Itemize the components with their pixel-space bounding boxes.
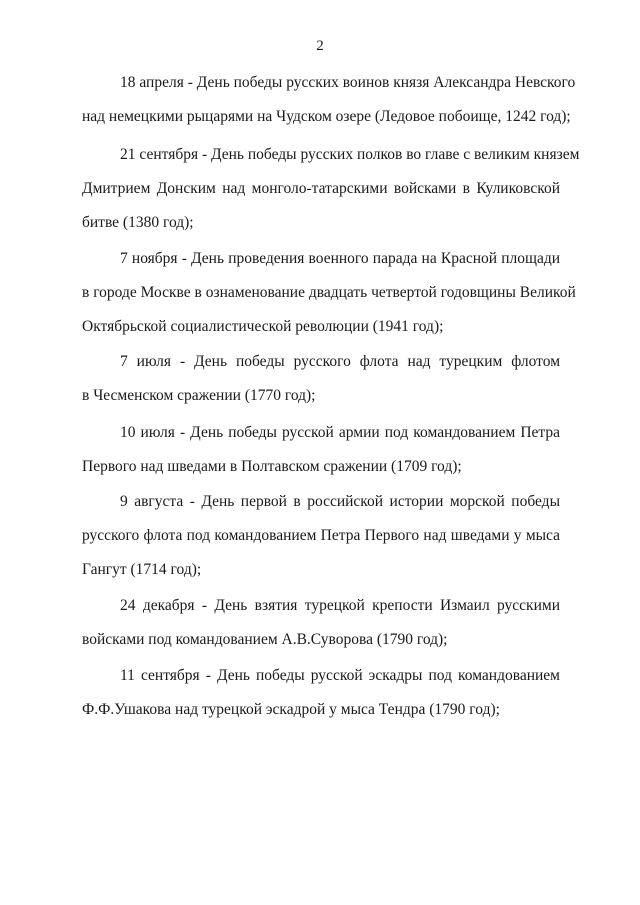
- paragraph-line: над немецкими рыцарями на Чудском озере (Ледовое побоище, 1242 год);: [82, 108, 571, 125]
- paragraph-line: 11 сентября - День победы русской эскадры под командованием: [120, 667, 560, 684]
- paragraph-line: Дмитрием Донским над монголо-татарскими войсками в Куликовской: [82, 180, 560, 197]
- paragraph-line: Октябрьской социалистической революции (1941 год);: [82, 318, 444, 335]
- paragraph-line: войсками под командованием А.В.Суворова (1790 год);: [82, 631, 448, 648]
- paragraph-line: Гангут (1714 год);: [82, 561, 202, 578]
- paragraph-line: 7 июля - День победы русского флота над турецким флотом: [120, 353, 560, 370]
- page-number: 2: [316, 38, 324, 54]
- paragraph-line: Ф.Ф.Ушакова над турецкой эскадрой у мыса Тендра (1790 год);: [82, 701, 500, 718]
- paragraph-line: русского флота под командованием Петра Первого над шведами у мыса: [82, 527, 560, 544]
- paragraph-line: 18 апреля - День победы русских воинов князя Александра Невского: [120, 74, 576, 91]
- paragraph-line: Первого над шведами в Полтавском сражении (1709 год);: [82, 458, 462, 475]
- paragraph-line: 7 ноября - День проведения военного парада на Красной площади: [120, 250, 560, 267]
- paragraph-line: 24 декабря - День взятия турецкой крепости Измаил русскими: [120, 597, 560, 614]
- paragraph-line: в городе Москве в ознаменование двадцать четвертой годовщины Великой: [82, 284, 576, 301]
- paragraph-line: 21 сентября - День победы русских полков во главе с великим князем: [120, 146, 580, 163]
- paragraph-line: в Чесменском сражении (1770 год);: [82, 387, 316, 404]
- paragraph-line: 10 июля - День победы русской армии под командованием Петра: [120, 424, 560, 441]
- paragraph-line: битве (1380 год);: [82, 214, 194, 231]
- paragraph-line: 9 августа - День первой в российской истории морской победы: [120, 493, 560, 510]
